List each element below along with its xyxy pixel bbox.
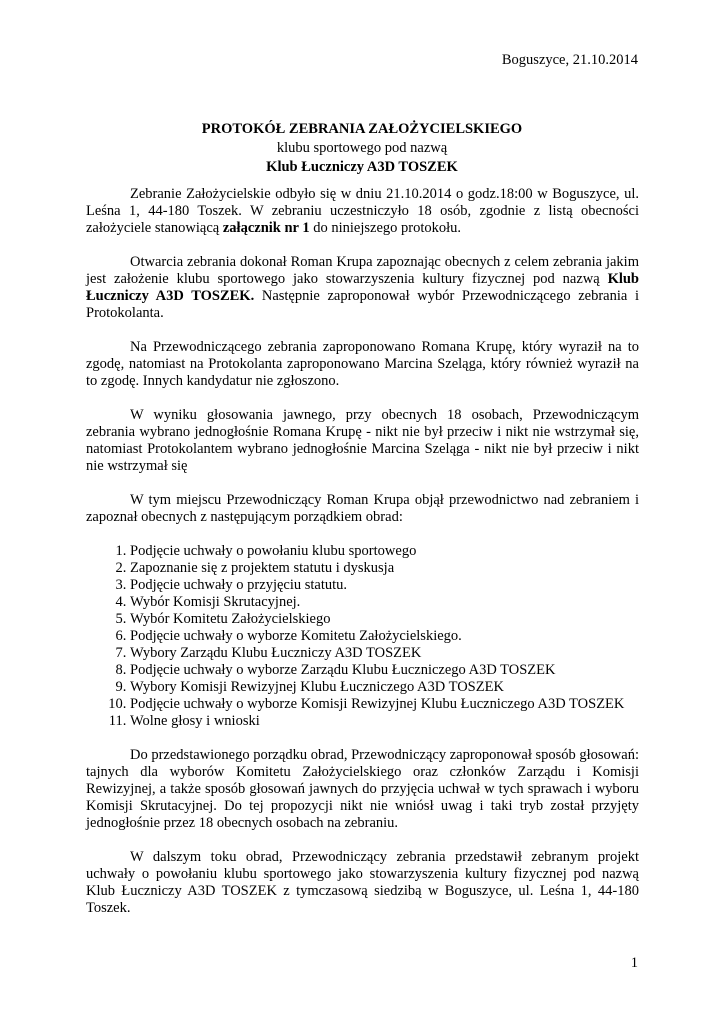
paragraph-1	[86, 186, 639, 237]
agenda-item: 6. Podjęcie uchwały o wyborze Komitetu Założycielskiego.	[130, 628, 639, 645]
paragraph-7: W dalszym toku obrad, Przewodniczący zebrania przedstawił zebranym projekt uchwały o powołaniu klubu sportowego jako stowarzyszenia kultury fizycznej pod nazwą Klub Łuczniczy A3D TOSZEK z tymczasową siedzibą w Boguszyce, ul. Leśna 1, 44-180 Toszek.	[86, 849, 639, 916]
agenda-item: 3. Podjęcie uchwały o przyjęciu statutu.	[130, 577, 639, 594]
paragraph-2-club-name: Klub Łuczniczy A3D TOSZEK.	[86, 271, 639, 304]
paragraph-1-text-a: Zebranie Założycielskie odbyło się w dniu 21.10.2014 o godz.18:00 w Boguszyce, ul. Leśna 1, 44-180 Toszek. W zebraniu uczestniczyło 18 osób, zgodnie z listą obecności założyciele stanowiącą	[86, 186, 639, 236]
title-line-2: klubu sportowego pod nazwą	[276, 140, 448, 156]
agenda-item: 8. Podjęcie uchwały o wyborze Zarządu Klubu Łuczniczego A3D TOSZEK	[130, 662, 639, 679]
paragraph-4: W wyniku głosowania jawnego, przy obecnych 18 osobach, Przewodniczącym zebrania wybrano jednogłośnie Romana Krupę - nikt nie był przeciw i nikt nie wstrzymał się, natomiast Protokolantem wybrano jednogłośnie Marcina Szeląga - nikt nie był przeciw i nikt nie wstrzymał się	[86, 407, 639, 474]
paragraph-2	[86, 254, 639, 322]
agenda-item: 7. Wybory Zarządu Klubu Łuczniczy A3D TOSZEK	[130, 645, 639, 662]
page-number: 1	[630, 955, 638, 971]
place-date: Boguszyce, 21.10.2014	[501, 52, 638, 68]
agenda-item: 5. Wybór Komitetu Założycielskiego	[130, 611, 639, 628]
agenda-item: 9. Wybory Komisji Rewizyjnej Klubu Łuczniczego A3D TOSZEK	[130, 679, 639, 696]
paragraph-2-text-c: Następnie zaproponował wybór Przewodniczącego zebrania i Protokolanta.	[86, 288, 639, 321]
agenda-item: 1. Podjęcie uchwały o powołaniu klubu sportowego	[130, 543, 639, 560]
paragraph-2-text-a: Otwarcia zebrania dokonał Roman Krupa zapoznając obecnych z celem zebrania jakim jest założenie klubu sportowego jako stowarzyszenia kultury fizycznej pod nazwą	[86, 254, 639, 287]
paragraph-6: Do przedstawionego porządku obrad, Przewodniczący zaproponował sposób głosowań: tajnych dla wyborów Komitetu Założycielskiego oraz członków Zarządu i Komisji Rewizyjnej, a także sposób głosowań jawnych do przyjęcia uchwał w tych sprawach i wyboru Komisji Skrutacyjnej. Do tej propozycji nikt nie wniósł uwag i taki tryb został przyjęty jednogłośnie przez 18 obecnych osobach na zebraniu.	[86, 747, 639, 831]
agenda-item: 10. Podjęcie uchwały o wyborze Komisji Rewizyjnej Klubu Łuczniczego A3D TOSZEK	[130, 696, 639, 713]
paragraph-1-attachment-ref: załącznik nr 1	[222, 220, 310, 236]
agenda-item: 2. Zapoznanie się z projektem statutu i dyskusja	[130, 560, 639, 577]
paragraph-5: W tym miejscu Przewodniczący Roman Krupa objął przewodnictwo nad zebraniem i zapoznał obecnych z następującym porządkiem obrad:	[86, 492, 639, 525]
paragraph-1-text-c: do niniejszego protokołu.	[309, 220, 462, 236]
document-body	[86, 186, 639, 934]
document-title	[0, 120, 724, 177]
agenda-item: 4. Wybór Komisji Skrutacyjnej.	[130, 594, 639, 611]
title-line-3: Klub Łuczniczy A3D TOSZEK	[266, 159, 458, 175]
paragraph-3: Na Przewodniczącego zebrania zaproponowano Romana Krupę, który wyraził na to zgodę, natomiast na Protokolanta zaproponowano Marcina Szeląga, który również wyraził na to zgodę. Innych kandydatur nie zgłoszono.	[86, 339, 639, 389]
agenda-list	[86, 543, 639, 730]
agenda-item: 11. Wolne głosy i wnioski	[130, 713, 639, 730]
title-line-1: PROTOKÓŁ ZEBRANIA ZAŁOŻYCIELSKIEGO	[201, 121, 523, 137]
